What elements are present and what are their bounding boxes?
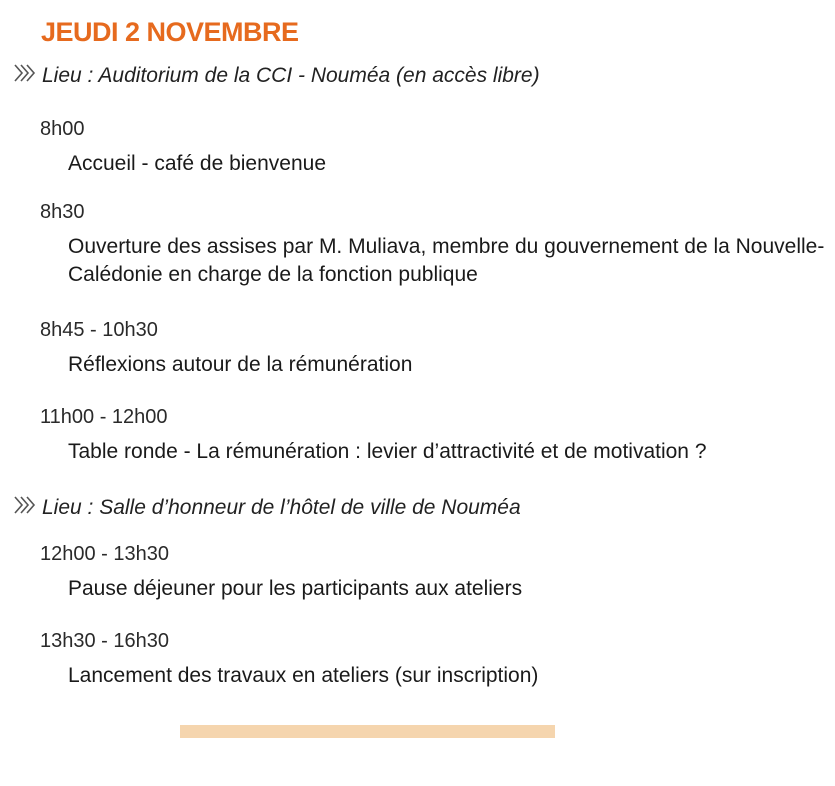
slot-description: Ouverture des assises par M. Muliava, membre du gouvernement de la Nouvelle-Calédonie en charge de la fonction publique	[68, 235, 825, 286]
slot-description: Réflexions autour de la rémunération	[68, 353, 413, 376]
slot-description: Accueil - café de bienvenue	[68, 152, 326, 175]
slot-description: Table ronde - La rémunération : levier d’attractivité et de motivation ?	[68, 440, 707, 463]
section-divider	[180, 725, 555, 738]
venue-line	[12, 494, 521, 522]
slot-time: 13h30 - 16h30	[40, 630, 170, 652]
schedule-slot	[40, 404, 835, 466]
day-title: JEUDI 2 NOVEMBRE	[41, 17, 299, 47]
schedule-slot	[40, 317, 835, 379]
slot-time: 8h45 - 10h30	[40, 319, 158, 341]
schedule-slot	[40, 541, 835, 603]
schedule-slot	[40, 116, 835, 178]
venue-label: Lieu : Auditorium de la CCI - Nouméa (en accès libre)	[42, 64, 540, 87]
double-chevron-right-icon	[12, 494, 40, 522]
schedule-slot	[40, 628, 835, 690]
slot-time: 8h30	[40, 201, 85, 223]
double-chevron-right-icon	[12, 62, 40, 90]
slot-description: Pause déjeuner pour les participants aux ateliers	[68, 577, 523, 600]
schedule-slot	[40, 199, 835, 289]
slot-time: 11h00 - 12h00	[40, 406, 168, 428]
venue-label: Lieu : Salle d’honneur de l’hôtel de ville de Nouméa	[42, 496, 521, 519]
slot-description: Lancement des travaux en ateliers (sur inscription)	[68, 664, 539, 687]
slot-time: 12h00 - 13h30	[40, 543, 170, 565]
slot-time: 8h00	[40, 118, 85, 140]
venue-line	[12, 62, 540, 90]
